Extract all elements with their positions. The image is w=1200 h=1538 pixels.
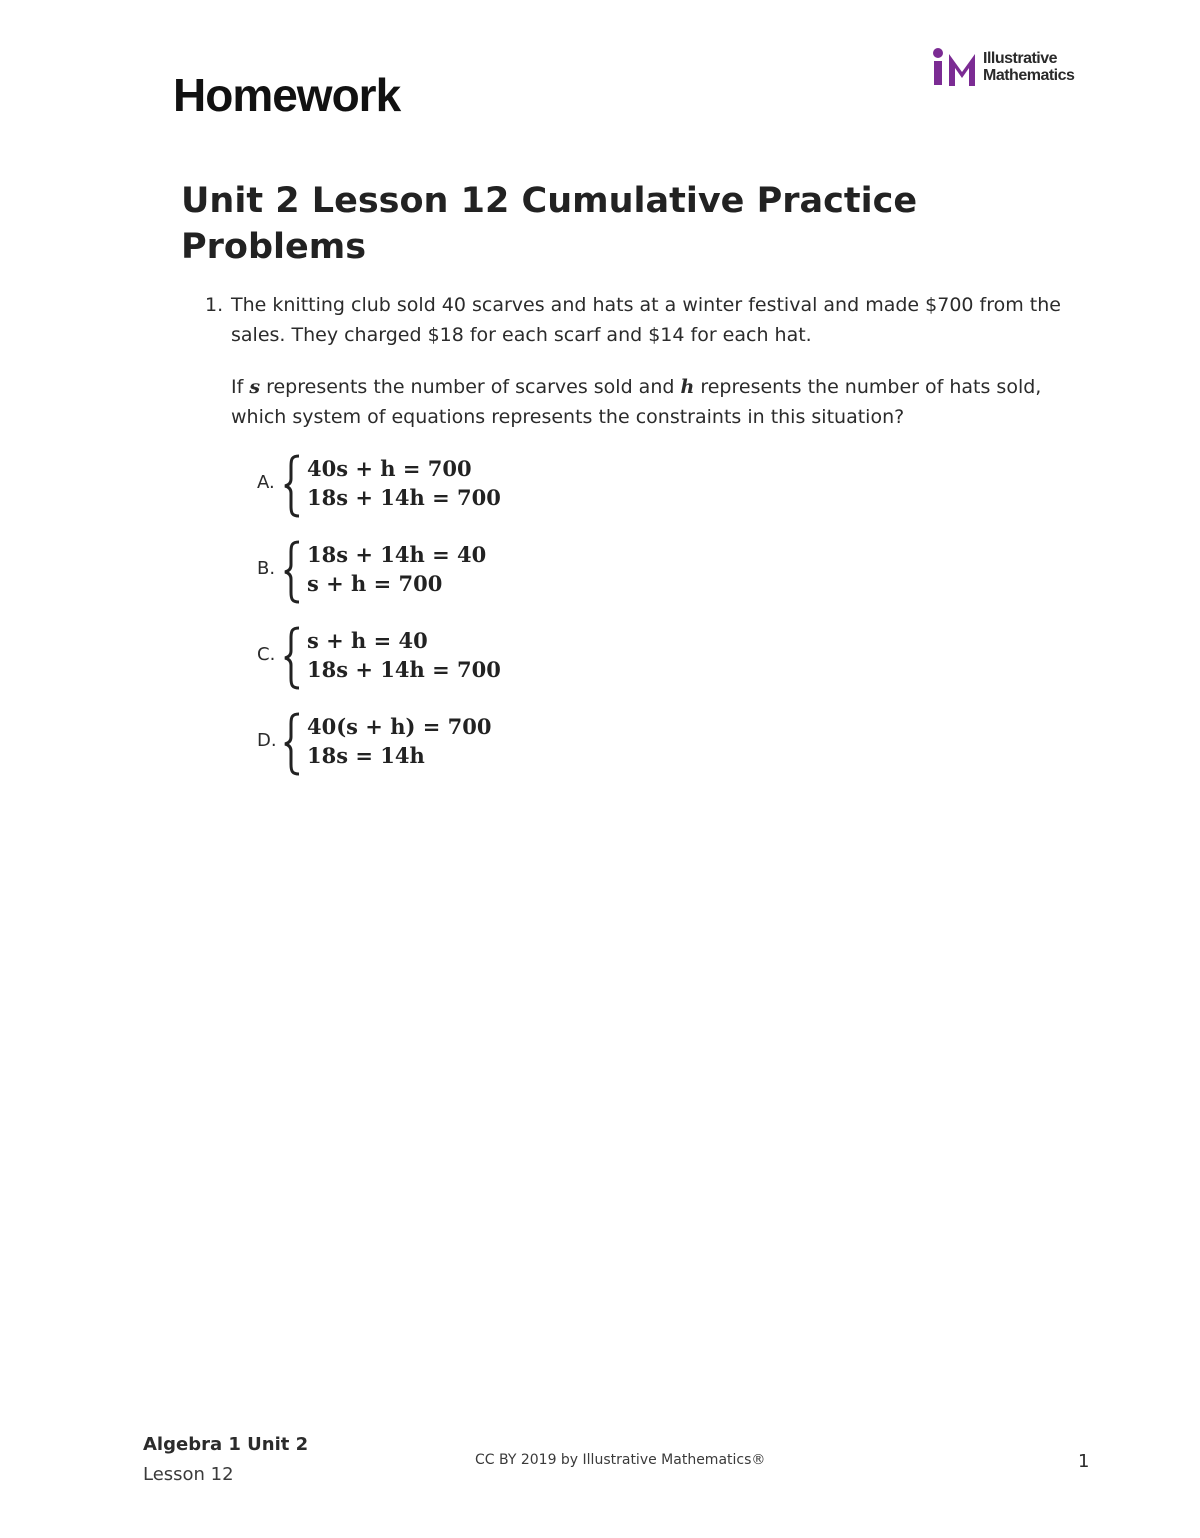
problem-number: 1. xyxy=(205,294,224,316)
logo-line-2: Mathematics xyxy=(983,67,1075,84)
problem-1 xyxy=(205,290,1065,454)
choice-label: C. xyxy=(257,644,276,665)
choice-label: B. xyxy=(257,558,276,579)
logo-wordmark xyxy=(983,50,1074,84)
footer-course: Algebra 1 Unit 2 xyxy=(143,1434,309,1455)
problem-question xyxy=(231,372,1065,432)
choice-b xyxy=(257,540,577,604)
variable-h: h xyxy=(680,376,695,398)
logo-i-stem xyxy=(934,61,942,85)
equation-2: 18s + 14h = 700 xyxy=(307,657,501,682)
question-text-part: represents the number of scarves sold and xyxy=(260,376,681,398)
footer-lesson: Lesson 12 xyxy=(143,1464,234,1485)
brace-icon xyxy=(283,540,301,604)
equation-1: 40s + h = 700 xyxy=(307,456,472,481)
question-text-part: If xyxy=(231,376,250,398)
page-number: 1 xyxy=(1078,1451,1090,1472)
question-text-part: represents the number of hats sold, which system of equations represents the constraints in this situation? xyxy=(231,376,1042,428)
document-title: Unit 2 Lesson 12 Cumulative Practice Problems xyxy=(181,181,918,267)
choice-a xyxy=(257,454,577,518)
brace-icon xyxy=(283,626,301,690)
choice-d xyxy=(257,712,577,776)
equation-2: 18s = 14h xyxy=(307,743,425,768)
footer-license: CC BY 2019 by Illustrative Mathematics® xyxy=(475,1452,766,1468)
illustrative-mathematics-logo xyxy=(933,48,1093,88)
equation-2: 18s + 14h = 700 xyxy=(307,485,501,510)
equation-2: s + h = 700 xyxy=(307,571,443,596)
logo-m-mark xyxy=(947,52,977,86)
equation-1: s + h = 40 xyxy=(307,628,428,653)
problem-statement: The knitting club sold 40 scarves and hats at a winter festival and made $700 from the sales. They charged $18 for each scarf and $14 for each hat. xyxy=(231,294,1061,346)
equation-1: 40(s + h) = 700 xyxy=(307,714,492,739)
choice-label: A. xyxy=(257,472,275,493)
variable-s: s xyxy=(249,376,261,398)
equation-1: 18s + 14h = 40 xyxy=(307,542,487,567)
choice-label: D. xyxy=(257,730,277,751)
logo-line-1: Illustrative xyxy=(983,50,1058,67)
brace-icon xyxy=(283,454,301,518)
brace-icon xyxy=(283,712,301,776)
choice-c xyxy=(257,626,577,690)
header-title: Homework xyxy=(173,69,401,121)
logo-i-dot xyxy=(933,48,943,58)
